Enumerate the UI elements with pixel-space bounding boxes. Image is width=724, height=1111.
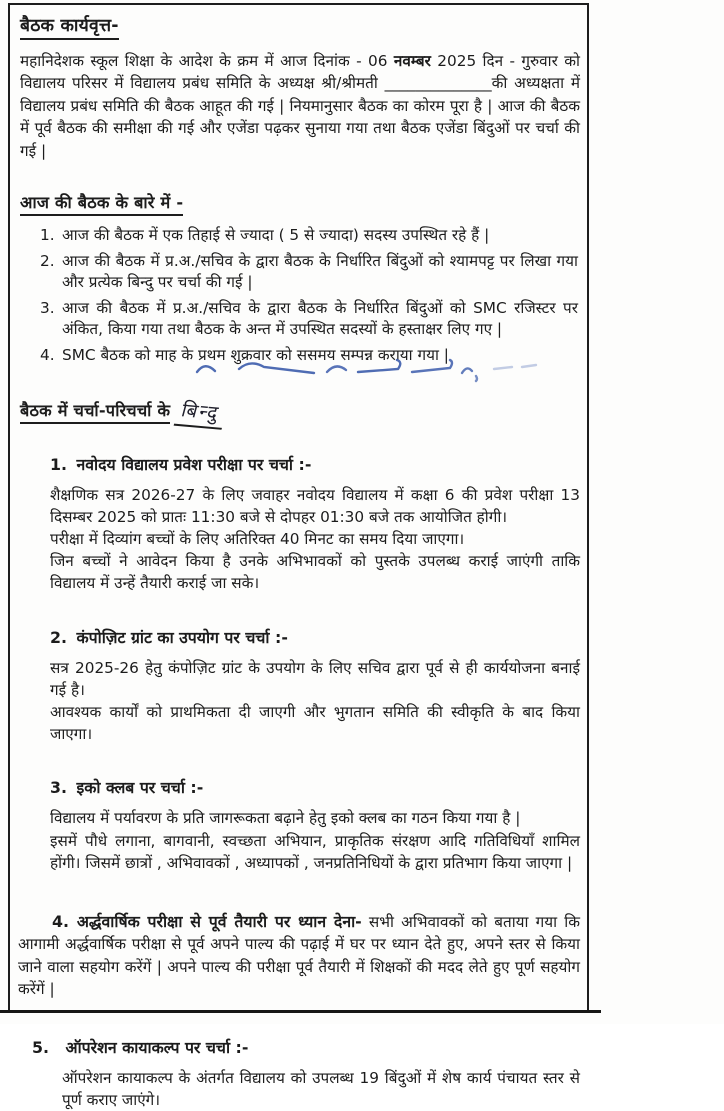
list-item-text: आज की बैठक में प्र.अ./सचिव के द्वारा बैठक के निर्धारित बिंदुओं को श्यामपट्ट पर लिखा गया और प्रत्येक बिन्दु पर चर्चा की गई |	[62, 251, 578, 292]
topic-number: 4.	[52, 912, 69, 932]
intro-part3: की अध्यक्षता में विद्यालय प्रबंध समिति की बैठक आहूत की गई | नियमानुसार बैठक का कोरम पूरा है | आज की बैठक में पूर्व बैठक की समीक्षा की गई और एजेंडा पढ़कर सुनाया गया तथा बैठक एजेंडा बिंदुओं पर चर्चा की गई |	[20, 74, 580, 160]
topic-paragraph: सत्र 2025-26 हेतु कंपोज़िट ग्रांट के उपयोग के लिए सचिव द्वारा पूर्व से ही कार्ययोजना बनाई गई है।	[50, 658, 580, 699]
topic-heading	[32, 1036, 580, 1058]
list-item-number: 4.	[40, 346, 55, 364]
topic-paragraph: शैक्षणिक सत्र 2026-27 के लिए जवाहर नवोदय विद्यालय में कक्षा 6 की प्रवेश परीक्षा 13 दिसम्बर 2025 को प्रातः 11:30 बजे से दोपहर 01:30 बजे तक आयोजित होगी।	[50, 485, 580, 526]
intro-part1: महानिदेशक स्कूल शिक्षा के आदेश के क्रम में आज दिनांक - 06	[20, 52, 394, 70]
topic-paragraph: ऑपरेशन कायाकल्प के अंतर्गत विद्यालय को उपलब्ध 19 बिंदुओं में शेष कार्य पंचायत स्तर से पूर्ण कराए जाएंगे।	[62, 1068, 580, 1109]
topic-number: 5.	[32, 1037, 49, 1057]
topic-heading	[50, 626, 580, 648]
list-item	[18, 345, 580, 367]
list-item-number: 1.	[40, 226, 55, 245]
handwritten-word: बिन्दु	[174, 396, 229, 430]
topic-operation-kayakalp	[32, 1036, 580, 1111]
topic-heading-text: कंपोज़िट ग्रांट का उपयोग पर चर्चा :-	[76, 627, 288, 647]
topic-heading	[50, 453, 580, 475]
topic-paragraph: जिन बच्चों ने आवेदन किया है उनके अभिभावकों को पुस्तके उपलब्ध कराई जाएंगी ताकि विद्यालय में उन्हें तैयारी कराई जा सके।	[50, 552, 580, 593]
topic-heading-text: ऑपरेशन कायाकल्प पर चर्चा :-	[65, 1037, 249, 1057]
topic-heading-text: इको क्लब पर चर्चा :-	[76, 778, 204, 798]
list-item-text: आज की बैठक में एक तिहाई से ज्यादा ( 5 से ज्यादा) सदस्य उपस्थित रहे हैं |	[62, 226, 490, 245]
list-item-text: आज की बैठक में प्र.अ./सचिव के द्वारा बैठक के निर्धारित बिंदुओं को SMC रजिस्टर पर अंकित, किया गया तथा बैठक के अन्त में उपस्थित सदस्यों के हस्ताक्षर लिए गए |	[62, 298, 578, 339]
about-meeting-heading-text: आज की बैठक के बारे में -	[20, 191, 183, 216]
topic-number: 2.	[50, 627, 67, 647]
topic-number: 3.	[50, 778, 67, 798]
topic-composite-grant	[50, 626, 580, 746]
topic-eco-club	[50, 776, 580, 874]
bottom-border-line	[0, 1010, 601, 1013]
intro-paragraph	[20, 50, 580, 162]
document-title-text: बैठक कार्यवृत्त-	[20, 13, 119, 40]
discussion-points-heading	[20, 396, 580, 426]
document-title	[20, 13, 580, 40]
topic-heading-text: नवोदय विद्यालय प्रवेश परीक्षा पर चर्चा :-	[76, 454, 312, 474]
topic-paragraph: सभी अभिवावकों को बताया गया कि आगामी अर्द्धवार्षिक परीक्षा से पूर्व अपने पाल्य की पढ़ाई में घर पर ध्यान देते हुए, अपने स्तर से किया जाने वाला सहयोग करेंगें | अपने पाल्य की परीक्षा पूर्व तैयारी में शिक्षकों की मदद लेते हुए पूर्ण सहयोग करेंगें |	[18, 913, 581, 999]
list-item	[18, 298, 580, 341]
about-meeting-list	[18, 225, 580, 367]
list-item	[18, 251, 580, 294]
list-item-number: 3.	[40, 298, 55, 317]
topic-paragraph: परीक्षा में दिव्यांग बच्चों के लिए अतिरिक्त 40 मिनट का समय दिया जाएगा।	[50, 530, 465, 548]
list-item-number: 2.	[40, 251, 55, 270]
topic-number: 1.	[50, 454, 67, 474]
document-border-frame	[8, 3, 589, 1109]
intro-month-bold: नवम्बर	[393, 52, 431, 70]
topic-number-and-lead	[52, 912, 362, 931]
topic-lead-bold: अर्द्धवार्षिक परीक्षा से पूर्व तैयारी पर ध्यान देना-	[76, 912, 362, 932]
about-meeting-heading	[20, 191, 580, 216]
topic-paragraph: विद्यालय में पर्यावरण के प्रति जागरूकता बढ़ाने हेतु इको क्लब का गठन किया गया है |	[50, 809, 521, 828]
blank-fill-line: ______________	[384, 74, 492, 93]
topic-heading	[50, 776, 580, 798]
list-item-text: SMC बैठक को माह के प्रथम शुक्रवार को ससमय सम्पन्न कराया गया |	[62, 346, 449, 364]
topic-half-yearly-exam	[18, 911, 580, 1001]
topic-navodaya-exam	[50, 453, 580, 595]
topic-paragraph: आवश्यक कार्यों को प्राथमिकता दी जाएगी और भुगतान समिति की स्वीकृति के बाद किया जाएगा।	[50, 703, 580, 744]
discussion-heading-typed: बैठक में चर्चा-परिचर्चा के	[20, 399, 170, 424]
list-item	[18, 225, 580, 247]
topic-paragraph: इसमें पौधे लगाना, बागवानी, स्वच्छता अभियान, प्राकृतिक संरक्षण आदि गतिविधियाँ शामिल होंगी। जिसमें छात्रों , अभिवावकों , अध्यापकों , जनप्रतिनिधियों के द्वारा प्रतिभाग किया जाएगा |	[50, 831, 580, 872]
intro-part2: 2025 दिन - गुरुवार को विद्यालय परिसर में विद्यालय प्रबंध समिति के अध्यक्ष श्री/श्रीमती	[20, 52, 580, 93]
